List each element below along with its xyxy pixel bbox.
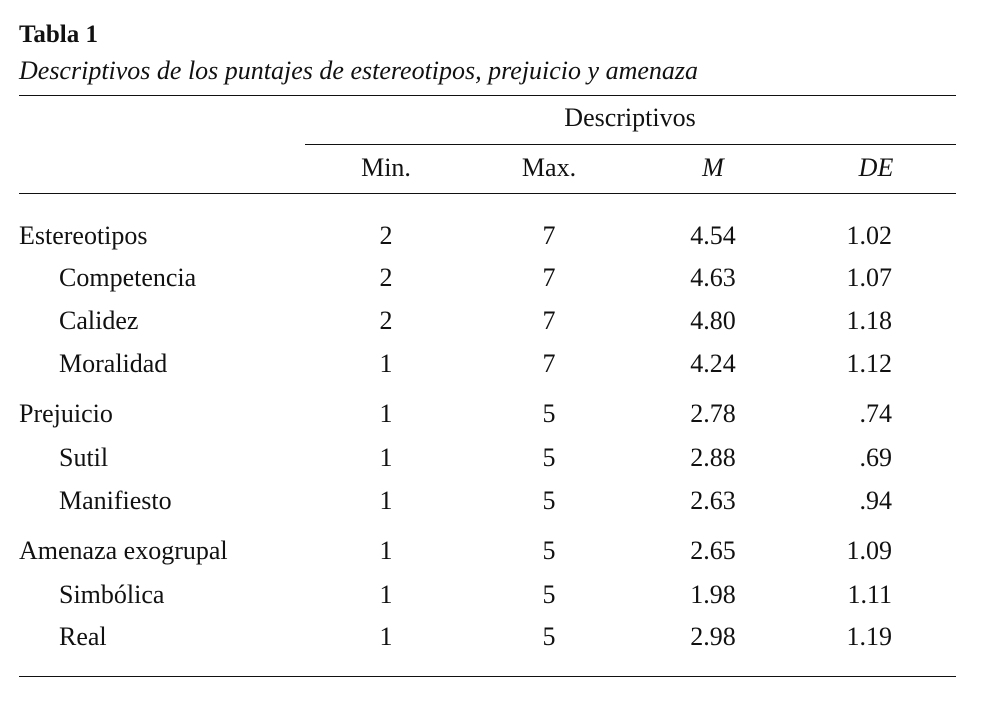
cell-max: 7: [542, 263, 556, 292]
cell-m: 2.98: [690, 622, 736, 651]
cell-m: 4.63: [690, 263, 736, 292]
cell-de: .94: [859, 486, 892, 515]
cell-max: 5: [542, 580, 556, 609]
cell-de: .69: [859, 443, 892, 472]
row-label: Estereotipos: [19, 221, 148, 250]
row-label: Manifiesto: [59, 486, 172, 515]
row-label: Simbólica: [59, 580, 165, 609]
table-caption: Descriptivos de los puntajes de estereotipos, prejuicio y amenaza: [19, 56, 699, 85]
cell-m: 2.65: [690, 536, 736, 565]
cell-max: 7: [542, 306, 556, 335]
cell-de: .74: [859, 399, 892, 428]
cell-max: 5: [542, 399, 556, 428]
row-label: Moralidad: [59, 349, 168, 378]
cell-min: 1: [379, 486, 393, 515]
cell-m: 2.63: [690, 486, 736, 515]
cell-m: 2.88: [690, 443, 736, 472]
row-label: Amenaza exogrupal: [19, 536, 228, 565]
cell-de: 1.18: [846, 306, 892, 335]
cell-m: 4.80: [690, 306, 736, 335]
cell-m: 1.98: [690, 580, 736, 609]
cell-de: 1.19: [846, 622, 892, 651]
cell-de: 1.07: [846, 263, 892, 292]
cell-m: 4.24: [690, 349, 736, 378]
cell-de: 1.02: [846, 221, 892, 250]
header-rule: [19, 193, 956, 194]
table-number-label: Tabla 1: [19, 21, 98, 48]
column-header-min: Min.: [361, 153, 411, 182]
cell-max: 5: [542, 622, 556, 651]
cell-min: 1: [379, 536, 393, 565]
bottom-rule: [19, 676, 956, 677]
cell-min: 1: [379, 443, 393, 472]
cell-min: 1: [379, 622, 393, 651]
cell-min: 2: [379, 306, 393, 335]
cell-min: 1: [379, 580, 393, 609]
cell-de: 1.11: [847, 580, 892, 609]
cell-m: 4.54: [690, 221, 736, 250]
row-label: Prejuicio: [19, 399, 113, 428]
group-rule: [305, 144, 956, 145]
cell-min: 1: [379, 349, 393, 378]
row-label: Real: [59, 622, 107, 651]
cell-m: 2.78: [690, 399, 736, 428]
cell-max: 7: [542, 221, 556, 250]
column-header-max: Max.: [521, 153, 577, 182]
top-rule: [19, 95, 956, 96]
row-label: Sutil: [59, 443, 109, 472]
column-header-m: M: [702, 153, 724, 182]
row-label: Competencia: [59, 263, 197, 292]
column-header-de: DE: [858, 153, 894, 182]
row-label: Calidez: [59, 306, 139, 335]
cell-de: 1.12: [846, 349, 892, 378]
cell-max: 5: [542, 486, 556, 515]
cell-max: 5: [542, 536, 556, 565]
cell-min: 1: [379, 399, 393, 428]
cell-min: 2: [379, 221, 393, 250]
group-header: Descriptivos: [564, 103, 696, 132]
cell-max: 7: [542, 349, 556, 378]
cell-min: 2: [379, 263, 393, 292]
cell-max: 5: [542, 443, 556, 472]
cell-de: 1.09: [846, 536, 892, 565]
